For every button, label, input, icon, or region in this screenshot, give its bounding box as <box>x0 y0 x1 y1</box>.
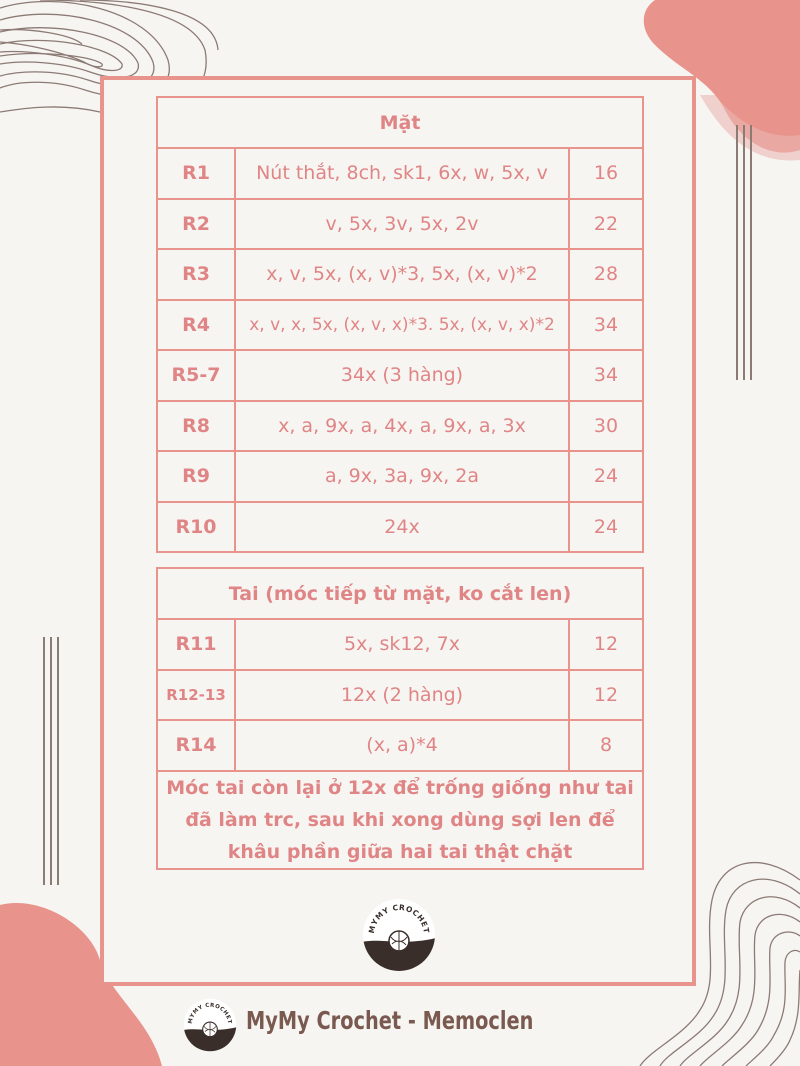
round-label: R3 <box>157 249 235 300</box>
round-instruction: (x, a)*4 <box>235 720 569 771</box>
round-instruction: 12x (2 hàng) <box>235 670 569 721</box>
table-row <box>157 148 643 199</box>
round-label: R10 <box>157 502 235 553</box>
stitch-count: 24 <box>569 451 643 502</box>
round-instruction: 24x <box>235 502 569 553</box>
round-instruction: 5x, sk12, 7x <box>235 619 569 670</box>
section-ears-title: Tai (móc tiếp từ mặt, ko cắt len) <box>157 568 643 619</box>
round-label: R14 <box>157 720 235 771</box>
section-ears-table <box>156 567 644 870</box>
round-instruction: v, 5x, 3v, 5x, 2v <box>235 199 569 250</box>
stitch-count: 34 <box>569 300 643 351</box>
stitch-count: 24 <box>569 502 643 553</box>
footer-logo-text: MYMY CROCHET <box>187 1002 233 1025</box>
table-row <box>157 401 643 452</box>
round-instruction: x, v, x, 5x, (x, v, x)*3. 5x, (x, v, x)*2 <box>235 300 569 351</box>
round-label: R4 <box>157 300 235 351</box>
table-row <box>157 300 643 351</box>
round-label: R2 <box>157 199 235 250</box>
table-row <box>157 502 643 553</box>
table-row <box>157 350 643 401</box>
logo-text: MYMY CROCHET <box>366 902 432 935</box>
round-label: R11 <box>157 619 235 670</box>
stitch-count: 30 <box>569 401 643 452</box>
round-instruction: a, 9x, 3a, 9x, 2a <box>235 451 569 502</box>
table-row <box>157 451 643 502</box>
table-row <box>157 670 643 721</box>
round-label: R5-7 <box>157 350 235 401</box>
round-instruction: x, v, 5x, (x, v)*3, 5x, (x, v)*2 <box>235 249 569 300</box>
stitch-count: 12 <box>569 670 643 721</box>
footer-logo <box>183 998 237 1052</box>
table-row <box>157 619 643 670</box>
round-instruction: Nút thắt, 8ch, sk1, 6x, w, 5x, v <box>235 148 569 199</box>
stitch-count: 22 <box>569 199 643 250</box>
table-row <box>157 199 643 250</box>
brand-logo <box>362 898 436 972</box>
round-label: R8 <box>157 401 235 452</box>
table-row <box>157 249 643 300</box>
table-row <box>157 720 643 771</box>
round-label: R12-13 <box>157 670 235 721</box>
stitch-count: 12 <box>569 619 643 670</box>
stitch-count: 16 <box>569 148 643 199</box>
footer-brand-text: MyMy Crochet - Memoclen <box>246 1006 534 1035</box>
stitch-count: 28 <box>569 249 643 300</box>
round-label: R9 <box>157 451 235 502</box>
stitch-count: 34 <box>569 350 643 401</box>
finishing-note: Móc tai còn lại ở 12x để trống giống như tai đã làm trc, sau khi xong dùng sợi len để khâu phần giữa hai tai thật chặt <box>157 771 643 869</box>
section-face-title: Mặt <box>157 97 643 148</box>
stitch-count: 8 <box>569 720 643 771</box>
round-label: R1 <box>157 148 235 199</box>
section-face-table <box>156 96 644 553</box>
lines-right <box>737 125 751 380</box>
round-instruction: x, a, 9x, a, 4x, a, 9x, a, 3x <box>235 401 569 452</box>
lines-left <box>44 637 58 885</box>
round-instruction: 34x (3 hàng) <box>235 350 569 401</box>
